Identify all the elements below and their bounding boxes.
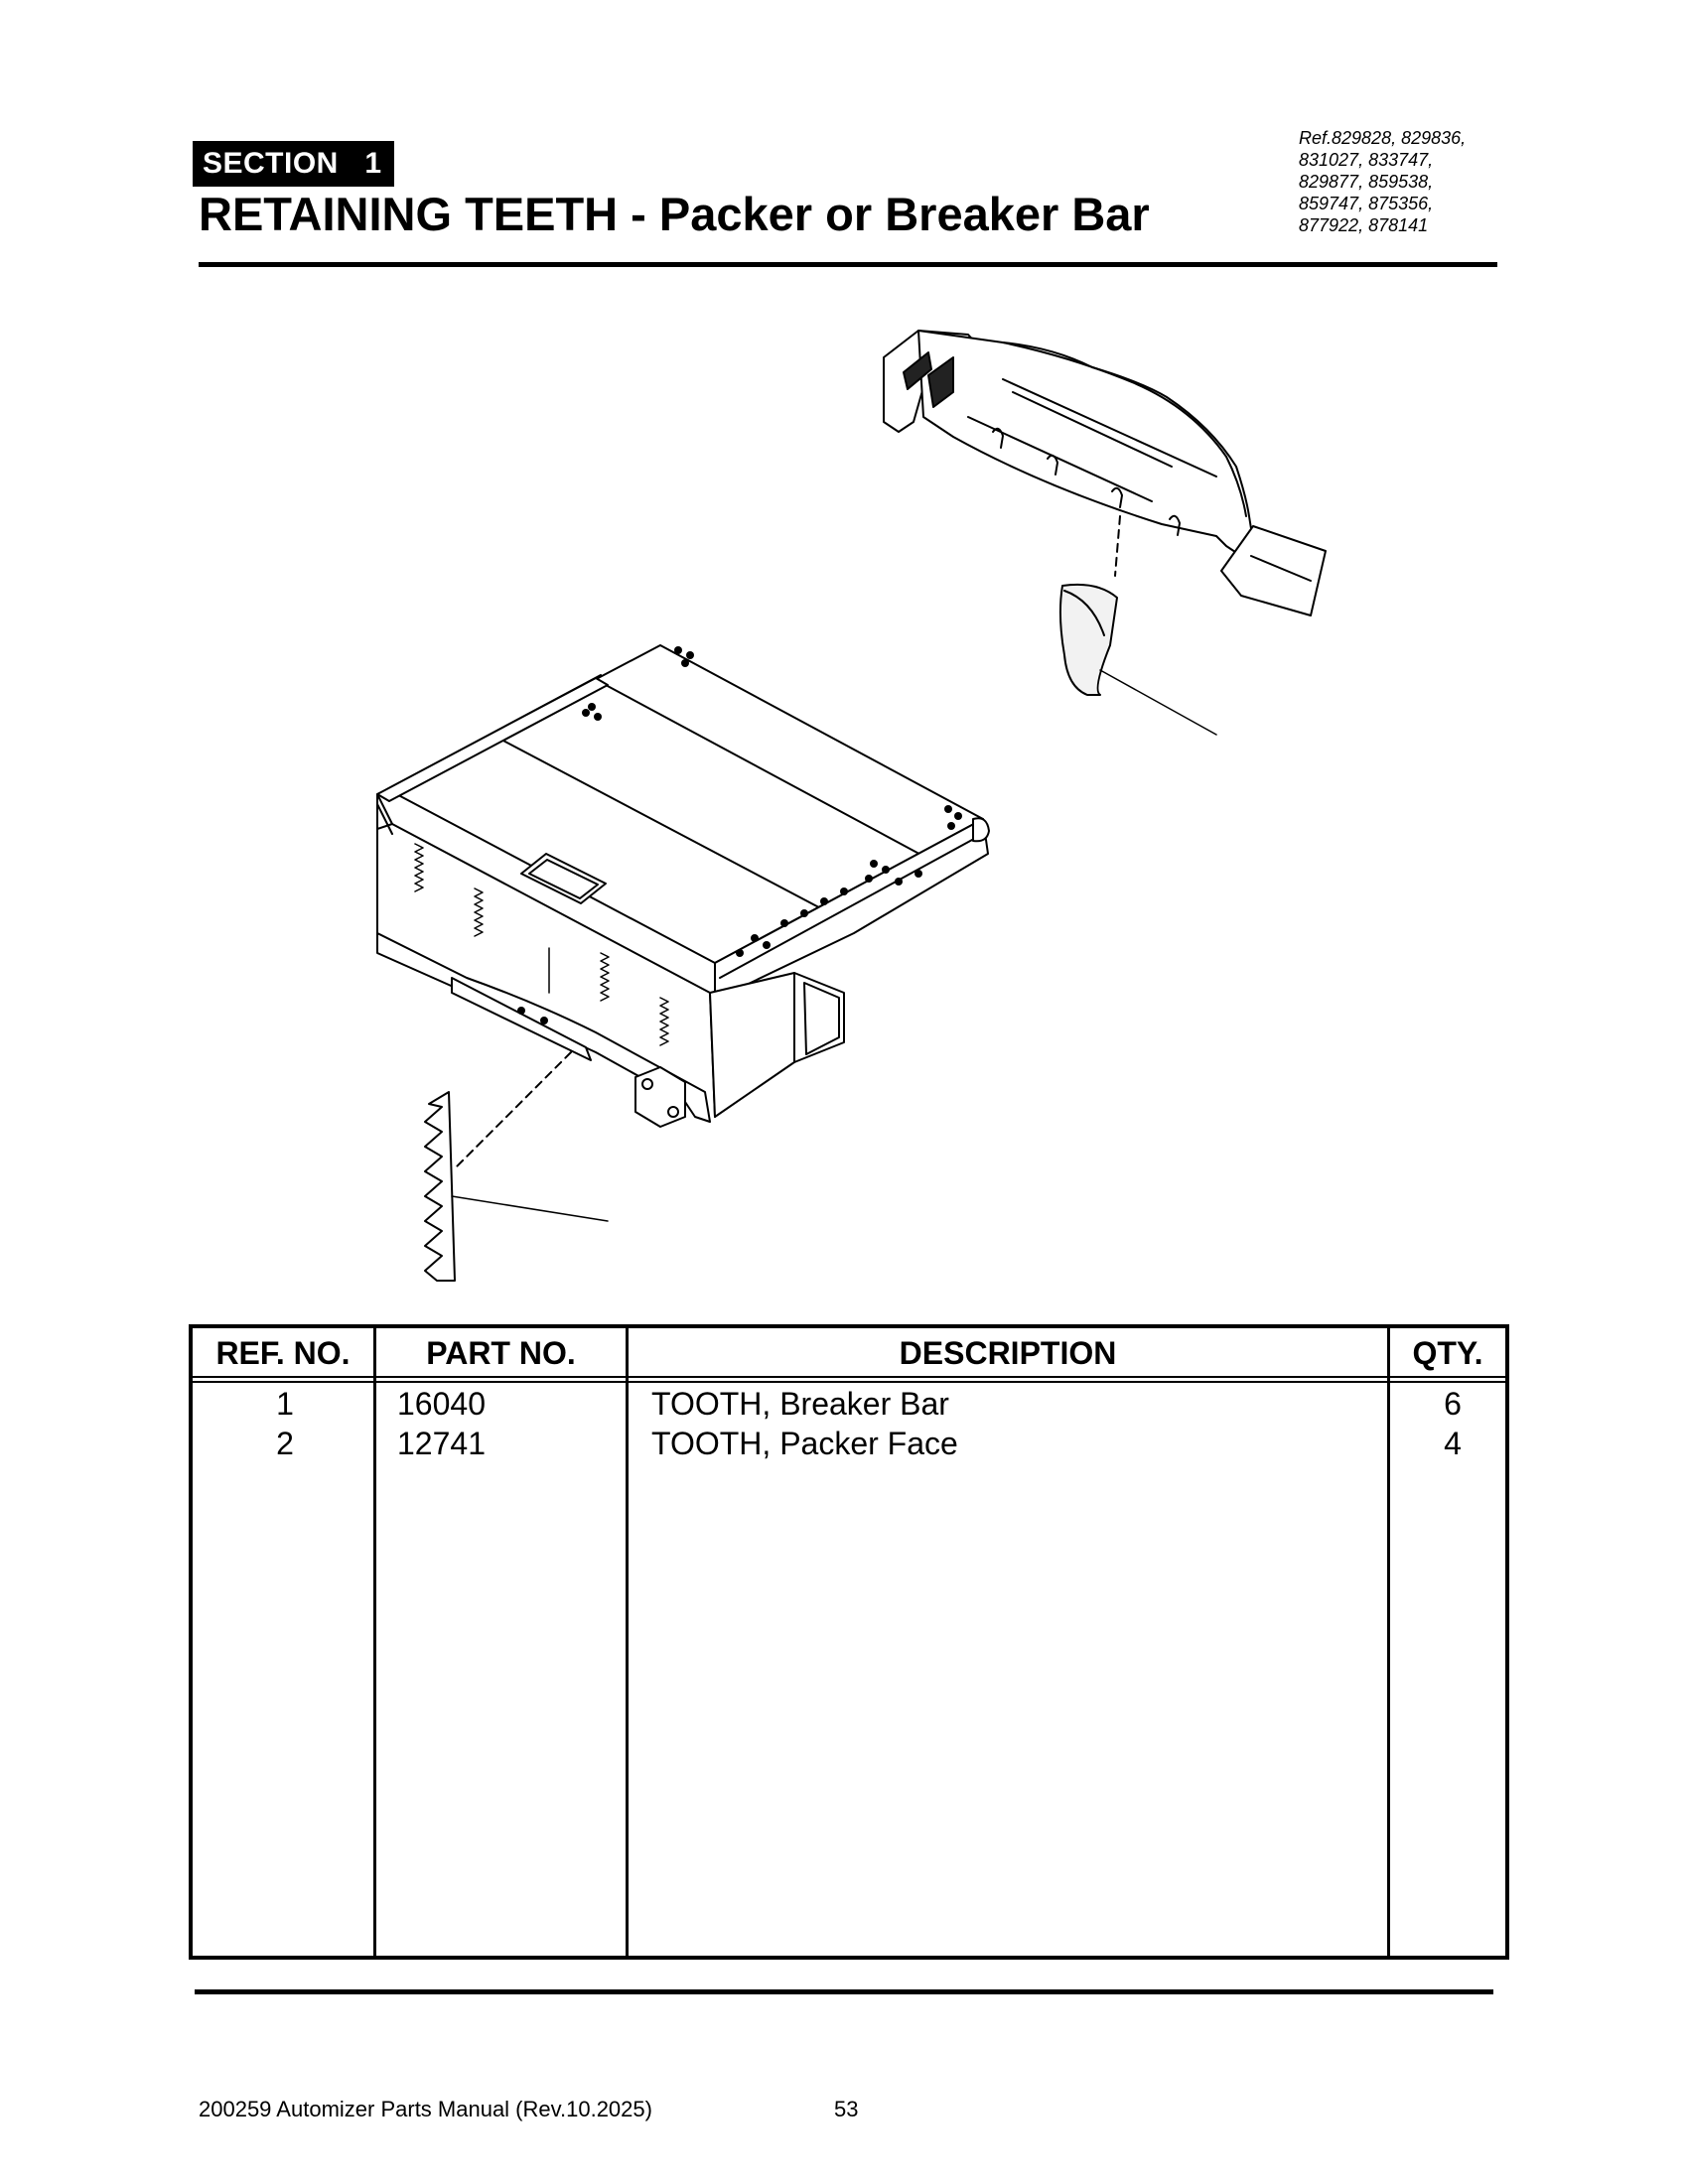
part-no-cell: 16040	[397, 1386, 486, 1422]
ref-line: Ref.829828, 829836,	[1299, 128, 1467, 148]
header-description: DESCRIPTION	[899, 1335, 1117, 1371]
packer-face-tooth	[1060, 516, 1216, 735]
table-row	[193, 1424, 1505, 1463]
header-qty: QTY.	[1412, 1335, 1483, 1371]
ref-no-cell: 2	[276, 1426, 294, 1461]
page-number: 53	[834, 2097, 859, 2121]
packer-face-fragment	[884, 331, 1326, 615]
footer-document-title: 200259 Automizer Parts Manual (Rev.10.2025)	[199, 2097, 652, 2121]
header-ref-no: REF. NO.	[215, 1335, 351, 1371]
hopper-assembly	[377, 645, 989, 1127]
ref-no-cell: 1	[276, 1386, 294, 1422]
reference-numbers	[1299, 127, 1466, 236]
ref-line: 877922, 878141	[1299, 215, 1429, 235]
footer-rule	[195, 1989, 1493, 1994]
header-divider	[193, 1376, 1505, 1383]
qty-cell: 6	[1444, 1386, 1462, 1422]
ref-line: 829877, 859538,	[1299, 172, 1434, 192]
section-badge: SECTION 1	[193, 141, 394, 187]
description-cell: TOOTH, Breaker Bar	[651, 1386, 949, 1422]
table-row	[193, 1384, 1505, 1424]
page-title: RETAINING TEETH - Packer or Breaker Bar	[199, 188, 1150, 240]
breaker-bar-tooth	[425, 1052, 608, 1281]
header-rule	[199, 262, 1497, 267]
ref-line: 831027, 833747,	[1299, 150, 1434, 170]
qty-cell: 4	[1444, 1426, 1462, 1461]
header-part-no: PART NO.	[426, 1335, 576, 1371]
parts-table	[189, 1324, 1509, 1960]
description-cell: TOOTH, Packer Face	[651, 1426, 958, 1461]
ref-line: 859747, 875356,	[1299, 194, 1434, 213]
exploded-parts-drawing	[298, 318, 1340, 1310]
part-no-cell: 12741	[397, 1426, 486, 1461]
